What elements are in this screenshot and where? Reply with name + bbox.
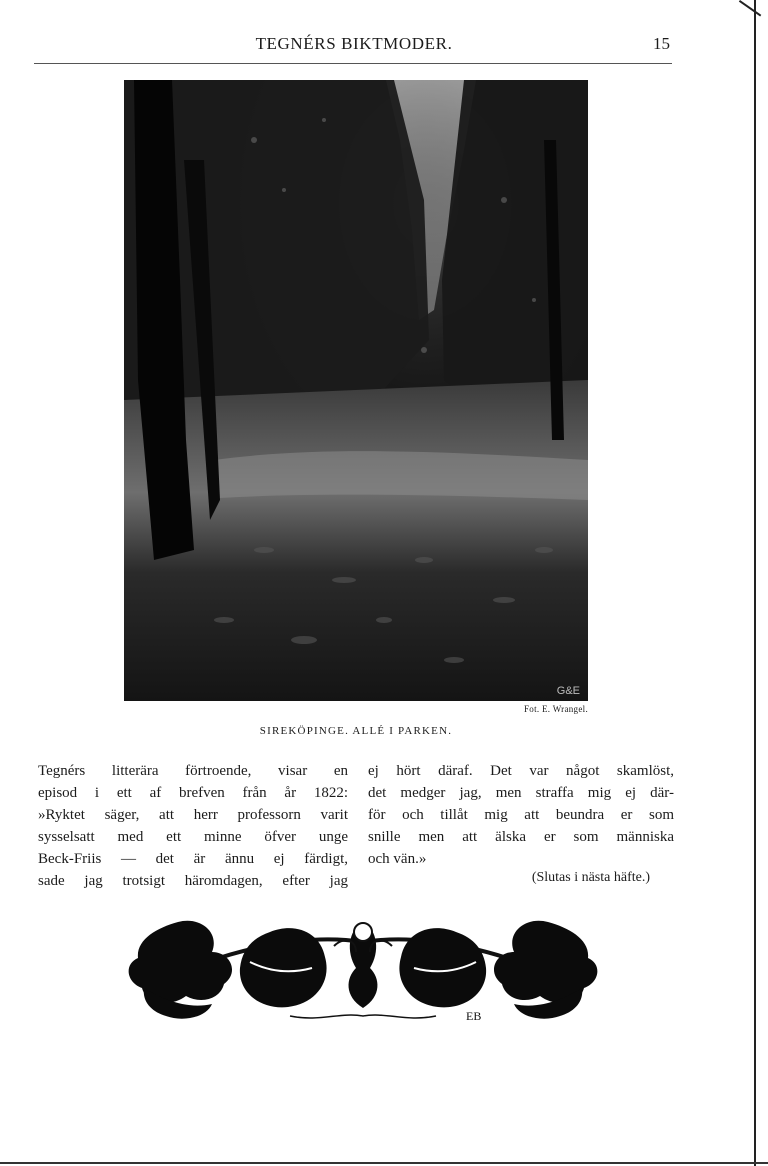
header-rule [34,63,672,64]
text-line: snille men att älska er som människa [368,829,674,845]
continuation-note: (Slutas i nästa häfte.) [531,870,650,885]
text-line: för och tillåt mig att beundra er som [368,807,674,823]
text-line: och vän.» [368,851,427,867]
running-title: TEGNÉRS BIKTMODER. [255,34,453,53]
ivy-leaf-vignette [120,912,606,1028]
text-line: ej hört däraf. Det var något skamlöst, [368,763,674,779]
floral-ornament [120,912,606,1028]
figure-caption: SIREKÖPINGE. ALLÉ I PARKEN. [259,725,453,737]
text-column-left [38,760,348,892]
monogram: EB [466,1009,482,1023]
leaf-icon [399,928,486,1007]
page-number: 15 [653,34,670,53]
text-column-right [368,760,674,870]
text-line: sade jag trotsigt häromdagen, efter jag [38,873,348,889]
leaf-icon [240,928,327,1007]
page-edge-bottom [0,1162,768,1164]
page-edge-right [754,0,756,1166]
text-line: det medger jag, men straffa mig ej där- [368,785,674,801]
text-line: sysselsatt med ett minne öfver unge [38,829,348,845]
park-alley-photo [124,80,588,701]
text-line: »Ryktet säger, att herr professorn varit [38,807,348,823]
text-line: episod i ett af brefven från år 1822: [38,785,348,801]
text-line: Tegnérs litterära förtroende, visar en [38,763,348,779]
engraver-signature: G&E [556,685,580,697]
photo-illustration [124,80,588,701]
text-line: Beck-Friis — det är ännu ej färdigt, [38,851,348,867]
running-head [36,34,672,60]
photo-credit: Fot. E. Wrangel. [523,704,588,714]
page-corner-fold [739,0,761,17]
